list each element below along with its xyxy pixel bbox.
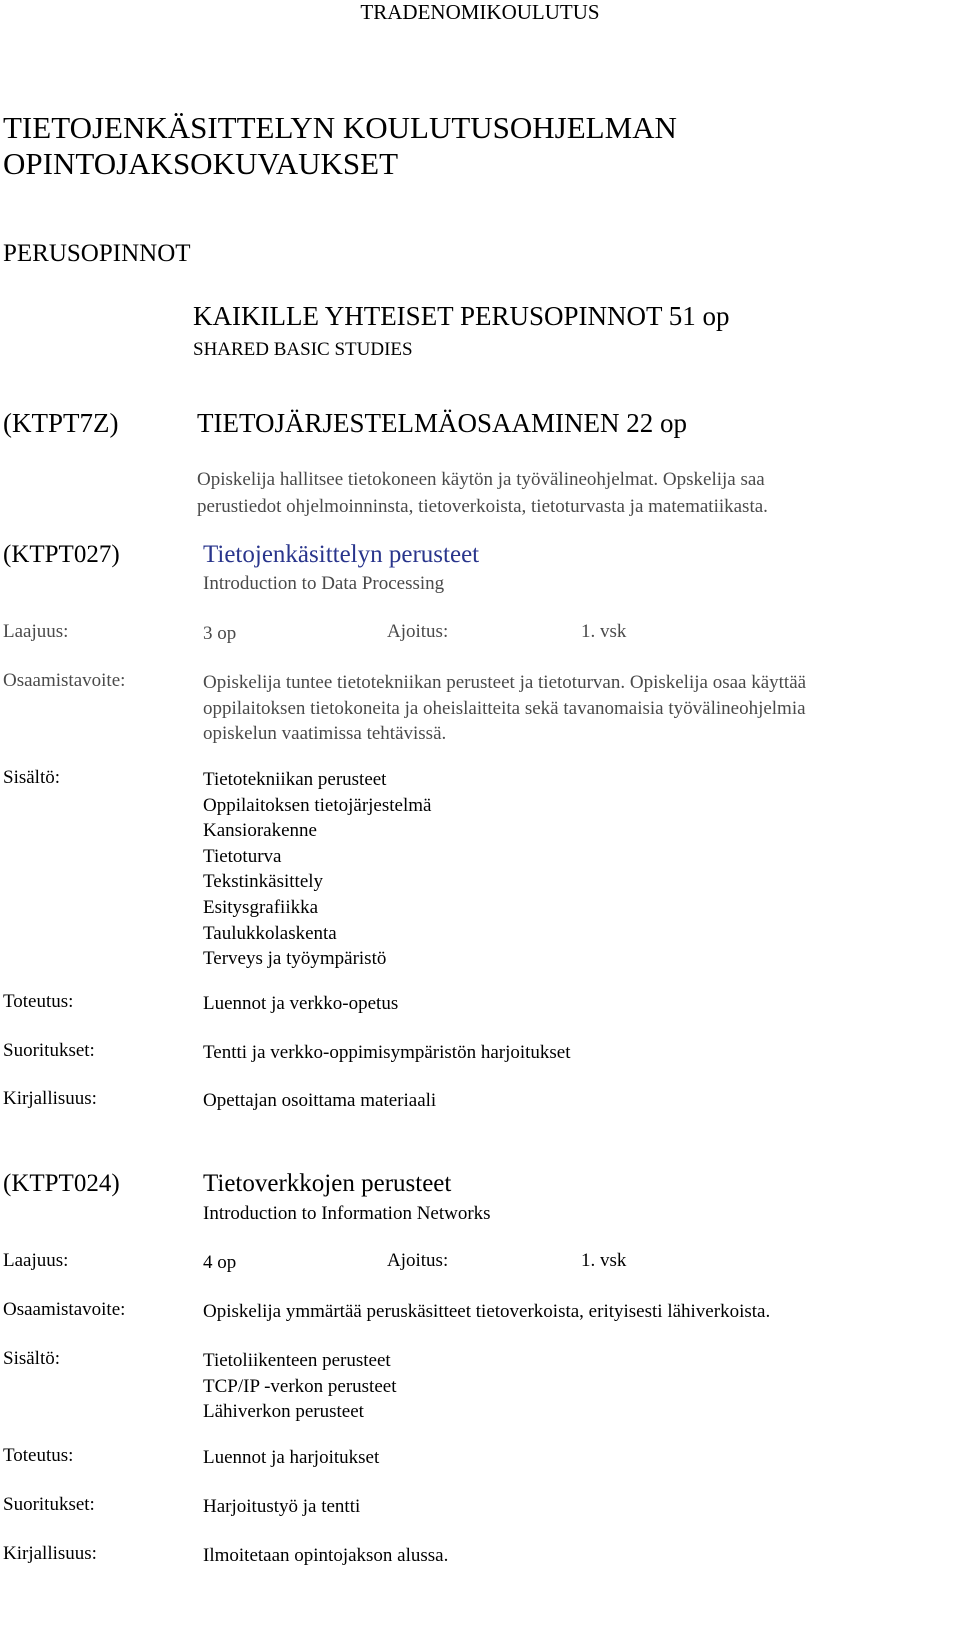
value-osaamistavoite	[203, 670, 806, 747]
value-suoritukset: Tentti ja verkko-oppimisympäristön harjoitukset	[203, 1042, 571, 1063]
label-sisalto: Sisältö:	[3, 767, 61, 788]
label-ajoitus: Ajoitus:	[387, 1250, 449, 1271]
course-subtitle: Introduction to Information Networks	[203, 1203, 491, 1224]
list-item: Terveys ja työympäristö	[203, 948, 387, 970]
module-code: (KTPT7Z)	[3, 408, 119, 438]
list-item: Kansiorakenne	[203, 820, 317, 842]
subsection-heading: KAIKILLE YHTEISET PERUSOPINNOT 51 op	[193, 301, 730, 331]
text-line: oppilaitoksen tietokoneita ja oheislaitteita sekä tavanomaisia työvälineohjelmia	[203, 697, 806, 719]
module-description-line-1: Opiskelija hallitsee tietokoneen käytön ja työvälineohjelmat. Opskelija saa	[197, 469, 765, 490]
module-title: TIETOJÄRJESTELMÄOSAAMINEN 22 op	[197, 408, 687, 438]
label-sisalto: Sisältö:	[3, 1348, 61, 1369]
text-line: Opiskelija tuntee tietotekniikan perusteet ja tietoturvan. Opiskelija osaa käyttää	[203, 672, 807, 693]
value-ajoitus: 1. vsk	[581, 621, 627, 642]
list-item: TCP/IP -verkon perusteet	[203, 1375, 397, 1397]
value-laajuus: 3 op	[203, 623, 237, 644]
value-toteutus: Luennot ja verkko-opetus	[203, 993, 399, 1014]
text-line: Opiskelija ymmärtää peruskäsitteet tietoverkoista, erityisesti lähiverkoista.	[203, 1301, 771, 1322]
value-osaamistavoite	[203, 1299, 770, 1325]
course-title: Tietoverkkojen perusteet	[203, 1170, 452, 1197]
text-line: opiskelun vaatimissa tehtävissä.	[203, 723, 447, 745]
running-header: TRADENOMIKOULUTUS	[360, 0, 600, 24]
document-title-line-1: TIETOJENKÄSITTELYN KOULUTUSOHJELMAN	[3, 110, 677, 145]
list-item: Tietotekniikan perusteet	[203, 769, 387, 790]
label-toteutus: Toteutus:	[3, 1445, 74, 1466]
label-laajuus: Laajuus:	[3, 621, 69, 642]
course-title: Tietojenkäsittelyn perusteet	[203, 541, 480, 568]
list-item: Esitysgrafiikka	[203, 896, 319, 918]
label-suoritukset: Suoritukset:	[3, 1494, 95, 1515]
value-suoritukset: Harjoitustyö ja tentti	[203, 1496, 361, 1517]
label-kirjallisuus: Kirjallisuus:	[3, 1088, 97, 1109]
value-ajoitus: 1. vsk	[581, 1250, 627, 1271]
value-laajuus: 4 op	[203, 1252, 237, 1273]
value-sisalto	[203, 767, 431, 972]
list-item: Tietoturva	[203, 845, 282, 867]
value-sisalto	[203, 1348, 396, 1425]
label-osaamistavoite: Osaamistavoite:	[3, 670, 126, 691]
list-item: Tietoliikenteen perusteet	[203, 1350, 391, 1371]
document-title-line-2: OPINTOJAKSOKUVAUKSET	[3, 146, 399, 181]
label-osaamistavoite: Osaamistavoite:	[3, 1299, 126, 1320]
subsection-subtitle: SHARED BASIC STUDIES	[193, 339, 413, 360]
list-item: Oppilaitoksen tietojärjestelmä	[203, 794, 432, 816]
section-heading: PERUSOPINNOT	[3, 240, 191, 267]
label-ajoitus: Ajoitus:	[387, 621, 449, 642]
value-toteutus: Luennot ja harjoitukset	[203, 1447, 380, 1468]
label-toteutus: Toteutus:	[3, 991, 74, 1012]
list-item: Lähiverkon perusteet	[203, 1401, 364, 1423]
label-kirjallisuus: Kirjallisuus:	[3, 1543, 97, 1564]
list-item: Tekstinkäsittely	[203, 871, 324, 893]
module-description-line-2: perustiedot ohjelmoinninsta, tietoverkoista, tietoturvasta ja matematiikasta.	[197, 496, 768, 517]
course-code: (KTPT027)	[3, 541, 120, 568]
value-kirjallisuus: Ilmoitetaan opintojakson alussa.	[203, 1545, 449, 1566]
value-kirjallisuus: Opettajan osoittama materiaali	[203, 1090, 437, 1111]
list-item: Taulukkolaskenta	[203, 922, 337, 944]
label-suoritukset: Suoritukset:	[3, 1040, 95, 1061]
course-code: (KTPT024)	[3, 1170, 120, 1197]
course-subtitle: Introduction to Data Processing	[203, 573, 445, 594]
label-laajuus: Laajuus:	[3, 1250, 69, 1271]
